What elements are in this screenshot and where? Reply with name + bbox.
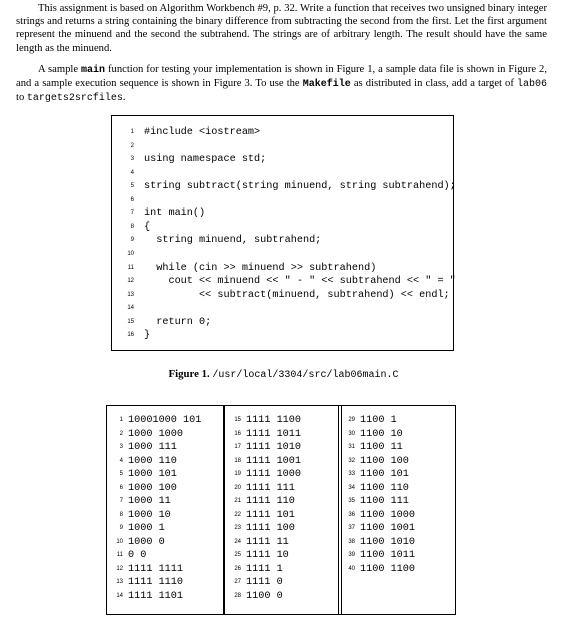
- data-line-number: 10: [116, 538, 123, 545]
- instructions-text-1: A sample: [38, 64, 82, 75]
- intro-paragraph: [16, 2, 547, 55]
- data-row: [339, 414, 459, 428]
- data-line-number: 40: [348, 565, 355, 572]
- data-line-text: 1111 101: [246, 509, 295, 521]
- data-row: [225, 482, 345, 496]
- data-line-number: 35: [348, 498, 355, 504]
- data-row: [225, 590, 345, 604]
- code-line-number: 1: [130, 129, 134, 135]
- code-line-number: 16: [127, 332, 134, 339]
- code-line-text: }: [144, 330, 151, 342]
- data-line-text: 1111 100: [246, 523, 295, 534]
- data-line-text: 1111 1101: [128, 590, 184, 602]
- data-line-number: 32: [348, 457, 355, 464]
- data-line-text: 1000 110: [128, 455, 177, 467]
- code-line-number: 8: [130, 223, 134, 230]
- data-line-text: 1000 1: [128, 523, 165, 534]
- data-row: [107, 590, 227, 604]
- data-row: [339, 441, 459, 455]
- data-line-number: 29: [348, 417, 355, 423]
- data-line-text: 1100 101: [360, 469, 409, 480]
- data-line-number: 34: [348, 484, 355, 491]
- code-line-number: 14: [127, 305, 134, 312]
- data-line-number: 25: [234, 552, 241, 558]
- data-line-text: 1100 0: [246, 590, 283, 602]
- code-line: [112, 126, 452, 139]
- data-line-text: 1000 10: [128, 509, 171, 521]
- code-line: [112, 167, 452, 180]
- code-line: [112, 262, 452, 275]
- code-line: [112, 180, 456, 193]
- data-line-text: 1111 11: [246, 536, 289, 548]
- code-line-text: while (cin >> minuend >> subtrahend): [144, 262, 377, 274]
- code-term-makefile: Makefile: [302, 79, 351, 91]
- data-row: [107, 414, 227, 428]
- data-line-text: 1100 110: [360, 482, 409, 494]
- code-line: [112, 275, 456, 288]
- data-line-number: 8: [119, 511, 123, 518]
- code-line-number: 3: [130, 156, 134, 163]
- data-line-number: 14: [116, 592, 123, 599]
- data-row: [339, 495, 459, 509]
- data-row: [107, 576, 227, 590]
- code-line-number: 11: [127, 264, 134, 271]
- data-line-text: 1111 1000: [246, 469, 302, 480]
- data-line-text: 1111 1: [246, 563, 283, 575]
- data-line-number: 37: [348, 525, 355, 531]
- data-line-number: 16: [234, 430, 241, 437]
- code-line-text: return 0;: [144, 316, 212, 328]
- data-line-number: 22: [234, 511, 241, 518]
- data-line-text: 1111 1010: [246, 442, 302, 453]
- data-line-number: 15: [234, 417, 241, 423]
- data-row: [225, 455, 345, 469]
- data-line-text: 10001000 101: [128, 415, 202, 426]
- data-line-number: 26: [234, 565, 241, 572]
- data-row: [339, 563, 459, 577]
- data-row: [225, 549, 345, 563]
- data-row: [107, 549, 227, 563]
- data-line-number: 7: [119, 498, 123, 504]
- data-row: [339, 428, 459, 442]
- data-line-number: 13: [116, 579, 123, 585]
- code-line-number: 12: [127, 278, 134, 285]
- data-file-listing: [106, 405, 456, 615]
- data-row: [339, 455, 459, 469]
- code-line-number: 6: [130, 196, 134, 203]
- data-line-text: 1100 1100: [360, 563, 416, 575]
- data-row: [107, 468, 227, 482]
- data-line-text: 1100 1001: [360, 523, 416, 534]
- code-line-number: 2: [130, 142, 134, 149]
- intro-text: This assignment is based on Algorithm Workbench #9, p. 32. Write a function that receives two unsigned binary integer strings and returns a string containing the binary difference from subtracting the second from the first. Let the first argument represent the minuend and the second the subtrahend. The strings are of arbitrary length. The result should have the same length as the minuend.: [16, 3, 547, 54]
- data-line-number: 5: [119, 471, 123, 477]
- data-row: [107, 455, 227, 469]
- instructions-text-3: as distributed in class, add a target of: [350, 78, 517, 90]
- data-row: [225, 509, 345, 523]
- figure1-label: Figure 1.: [168, 368, 210, 380]
- data-line-number: 9: [119, 525, 123, 531]
- data-row: [225, 563, 345, 577]
- data-line-number: 24: [234, 538, 241, 545]
- data-line-text: 1111 10: [246, 550, 289, 561]
- data-row: [339, 509, 459, 523]
- code-line-number: 10: [127, 250, 134, 257]
- code-line: [112, 329, 452, 342]
- figure1-caption: [0, 367, 567, 383]
- data-row: [107, 495, 227, 509]
- data-line-text: 1111 1001: [246, 455, 302, 467]
- data-line-text: 1000 111: [128, 442, 177, 453]
- data-line-text: 1100 1000: [360, 509, 416, 521]
- data-row: [107, 441, 227, 455]
- data-line-text: 1000 100: [128, 482, 177, 494]
- data-row: [225, 414, 345, 428]
- data-row: [107, 522, 227, 536]
- data-line-text: 1100 100: [360, 455, 409, 467]
- code-line-text: int main(): [144, 208, 206, 220]
- data-line-number: 11: [116, 552, 123, 558]
- data-row: [107, 509, 227, 523]
- data-line-text: 1111 110: [246, 496, 295, 507]
- data-line-number: 2: [119, 430, 123, 437]
- data-row: [225, 428, 345, 442]
- code-line: [112, 140, 452, 153]
- data-row: [107, 482, 227, 496]
- code-line-text: << subtract(minuend, subtrahend) << endl;: [144, 289, 450, 301]
- data-line-number: 17: [234, 444, 241, 450]
- data-line-number: 38: [348, 538, 355, 545]
- code-line-number: 13: [127, 291, 134, 298]
- data-column-3: [338, 405, 456, 615]
- code-line-number: 9: [130, 237, 134, 244]
- data-line-number: 18: [234, 457, 241, 464]
- data-line-number: 39: [348, 552, 355, 558]
- data-line-number: 23: [234, 525, 241, 531]
- data-line-number: 3: [119, 444, 123, 450]
- code-line-number: 15: [127, 318, 134, 325]
- data-row: [225, 576, 345, 590]
- code-term-main: main: [81, 65, 106, 76]
- data-line-text: 1000 0: [128, 536, 165, 548]
- data-row: [107, 563, 227, 577]
- data-row: [225, 522, 345, 536]
- data-row: [225, 468, 345, 482]
- data-line-number: 20: [234, 484, 241, 491]
- data-column-2: [224, 405, 342, 615]
- data-line-text: 1000 101: [128, 469, 177, 480]
- data-line-text: 0 0: [128, 550, 147, 561]
- data-line-text: 1100 11: [360, 442, 403, 453]
- code-line-number: 5: [130, 183, 134, 190]
- code-line-text: #include <iostream>: [144, 127, 261, 138]
- code-listing-figure1: [111, 115, 454, 351]
- data-row: [339, 482, 459, 496]
- data-line-number: 1: [119, 417, 123, 423]
- data-line-number: 27: [234, 579, 241, 585]
- code-line-number: 7: [130, 210, 134, 217]
- data-line-number: 19: [234, 471, 241, 477]
- data-line-text: 1111 1110: [128, 577, 184, 588]
- code-line: [112, 234, 452, 247]
- code-line: [112, 207, 452, 220]
- data-line-text: 1111 1100: [246, 415, 302, 426]
- code-line: [112, 221, 452, 234]
- data-row: [339, 522, 459, 536]
- data-line-text: 1111 111: [246, 482, 295, 494]
- data-row: [225, 495, 345, 509]
- code-line-text: {: [144, 221, 151, 233]
- code-line: [112, 316, 452, 329]
- instructions-text-5: .: [122, 92, 126, 104]
- code-line-text: cout << minuend << " - " << subtrahend << " = ": [144, 276, 456, 288]
- figure1-path: /usr/local/3304/src/lab06main.C: [212, 370, 399, 381]
- code-line-number: 4: [130, 169, 134, 176]
- data-row: [339, 549, 459, 563]
- data-line-text: 1100 10: [360, 428, 403, 440]
- code-line-text: using namespace std;: [144, 154, 267, 166]
- data-row: [339, 536, 459, 550]
- code-line: [112, 194, 452, 207]
- data-line-number: 4: [119, 457, 123, 464]
- data-column-1: [106, 405, 224, 615]
- data-line-number: 31: [348, 444, 355, 450]
- data-row: [339, 468, 459, 482]
- data-line-text: 1100 1011: [360, 550, 416, 561]
- data-line-text: 1111 1111: [128, 563, 184, 575]
- data-line-number: 6: [119, 484, 123, 491]
- instructions-text-2: function for testing your implementation is shown in Figure 1, a sample data file is shown in Figure 2, and a sample execution sequence is shown in Figure 3. To use the: [16, 64, 547, 90]
- data-line-number: 21: [234, 498, 241, 504]
- data-row: [107, 428, 227, 442]
- data-row: [225, 536, 345, 550]
- data-line-text: 1100 1010: [360, 536, 416, 548]
- data-line-text: 1100 1: [360, 415, 397, 426]
- code-line: [112, 153, 452, 166]
- data-line-number: 12: [116, 565, 123, 572]
- data-line-text: 1111 0: [246, 577, 283, 588]
- code-line: [112, 302, 452, 315]
- data-row: [107, 536, 227, 550]
- data-line-text: 1111 1011: [246, 428, 302, 440]
- data-row: [225, 441, 345, 455]
- code-line-text: string subtract(string minuend, string subtrahend);: [144, 181, 456, 193]
- data-line-number: 30: [348, 430, 355, 437]
- data-line-number: 28: [234, 592, 241, 599]
- code-line-text: string minuend, subtrahend;: [144, 235, 322, 247]
- data-line-text: 1000 11: [128, 496, 171, 507]
- data-line-number: 36: [348, 511, 355, 518]
- code-term-targets: targets2srcfiles: [26, 93, 123, 105]
- code-line: [112, 289, 452, 302]
- data-line-number: 33: [348, 471, 355, 477]
- instructions-text-4: to: [16, 92, 27, 104]
- data-line-text: 1000 1000: [128, 428, 184, 440]
- instructions-paragraph: [16, 63, 547, 106]
- code-line: [112, 248, 452, 261]
- data-line-text: 1100 111: [360, 496, 409, 507]
- code-term-lab06: lab06: [516, 79, 547, 91]
